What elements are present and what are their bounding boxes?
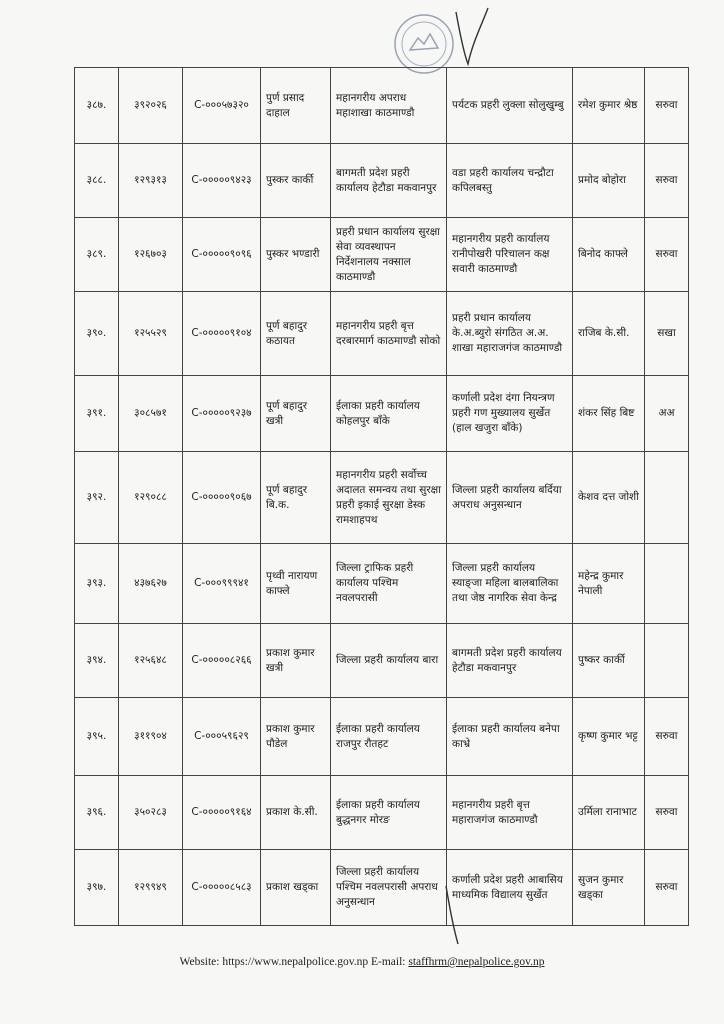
cell-status — [645, 624, 689, 698]
cell-employee-id: १२९३१३ — [119, 144, 183, 218]
table-row — [75, 68, 689, 144]
table-row — [75, 776, 689, 850]
cell-to-office: बागमती प्रदेश प्रहरी कार्यालय हेटौडा मकवानपुर — [447, 624, 573, 698]
table-row — [75, 218, 689, 292]
cell-employee-id: १२९०८८ — [119, 452, 183, 544]
cell-employee-id: १२६७०३ — [119, 218, 183, 292]
cell-replacement: केशव दत्त जोशी — [573, 452, 645, 544]
cell-code: C-०००५७३२० — [183, 68, 261, 144]
cell-replacement: बिनोद काफ्ले — [573, 218, 645, 292]
cell-name: प्रकाश खड्का — [261, 850, 331, 926]
cell-to-office: कर्णाली प्रदेश प्रहरी आबासिय माध्यमिक विद्यालय सुर्खेत — [447, 850, 573, 926]
table-row — [75, 144, 689, 218]
table-row — [75, 544, 689, 624]
cell-replacement: महेन्द्र कुमार नेपाली — [573, 544, 645, 624]
cell-to-office: महानगरीय प्रहरी बृत्त महाराजगंज काठमाण्डौ — [447, 776, 573, 850]
cell-status: सरुवा — [645, 698, 689, 776]
cell-to-office: प्रहरी प्रधान कार्यालय के.अ.ब्युरो संगठित अ.अ. शाखा महाराजगंज काठमाण्डौ — [447, 292, 573, 376]
cell-to-office: जिल्ला प्रहरी कार्यालय बर्दिया अपराध अनुसन्धान — [447, 452, 573, 544]
cell-name: पृथ्वी नारायण काफ्ले — [261, 544, 331, 624]
cell-code: C-०००९९९४१ — [183, 544, 261, 624]
cell-from-office: महानगरीय प्रहरी बृत्त दरबारमार्ग काठमाण्डौ सोको — [331, 292, 447, 376]
table-row — [75, 850, 689, 926]
cell-replacement: पुष्कर कार्की — [573, 624, 645, 698]
signature-mark-icon — [440, 880, 470, 950]
cell-from-office: जिल्ला ट्राफिक प्रहरी कार्यालय पश्चिम नवलपरासी — [331, 544, 447, 624]
table-row — [75, 292, 689, 376]
cell-to-office: पर्यटक प्रहरी लुक्ला सोलुखुम्बु — [447, 68, 573, 144]
cell-employee-id: ४३७६२७ — [119, 544, 183, 624]
cell-status: सरुवा — [645, 776, 689, 850]
cell-code: C-०००००८५८३ — [183, 850, 261, 926]
cell-code: C-०००००९१६४ — [183, 776, 261, 850]
cell-employee-id: ३०८५७१ — [119, 376, 183, 452]
cell-replacement: उर्मिला रानाभाट — [573, 776, 645, 850]
cell-status: अअ — [645, 376, 689, 452]
footer-website: Website: https://www.nepalpolice.gov.np E-mail: — [179, 956, 409, 968]
cell-to-office: महानगरीय प्रहरी कार्यालय रानीपोखरी परिचालन कक्ष सवारी काठमाण्डौ — [447, 218, 573, 292]
cell-from-office: ईलाका प्रहरी कार्यालय कोहलपुर बाँके — [331, 376, 447, 452]
cell-serial: ३९६. — [75, 776, 119, 850]
cell-name: पुर्ण प्रसाद दाहाल — [261, 68, 331, 144]
cell-employee-id: १२५५२९ — [119, 292, 183, 376]
cell-status — [645, 544, 689, 624]
cell-serial: ३९०. — [75, 292, 119, 376]
table-row — [75, 376, 689, 452]
cell-name: पूर्ण बहादुर खत्री — [261, 376, 331, 452]
cell-to-office: कर्णाली प्रदेश दंगा नियन्त्रण प्रहरी गण मुख्यालय सुर्खेत (हाल खजुरा बाँके) — [447, 376, 573, 452]
cell-serial: ३८८. — [75, 144, 119, 218]
page-footer — [0, 956, 724, 968]
cell-name: प्रकाश कुमार पौडेल — [261, 698, 331, 776]
cell-code: C-०००५९६२९ — [183, 698, 261, 776]
cell-from-office: जिल्ला प्रहरी कार्यालय पश्चिम नवलपरासी अपराध अनुसन्धान — [331, 850, 447, 926]
cell-name: पूर्ण बहादुर बि.क. — [261, 452, 331, 544]
cell-employee-id: ३११९०४ — [119, 698, 183, 776]
cell-to-office: ईलाका प्रहरी कार्यालय बनेपा काभ्रे — [447, 698, 573, 776]
cell-employee-id: ३९२०२६ — [119, 68, 183, 144]
cell-replacement: राजिब के.सी. — [573, 292, 645, 376]
cell-status: सरुवा — [645, 850, 689, 926]
cell-from-office: ईलाका प्रहरी कार्यालय बुद्धनगर मोरङ — [331, 776, 447, 850]
cell-serial: ३९४. — [75, 624, 119, 698]
cell-serial: ३९३. — [75, 544, 119, 624]
table-row — [75, 624, 689, 698]
cell-status: सरुवा — [645, 68, 689, 144]
cell-name: पुस्कर कार्की — [261, 144, 331, 218]
cell-from-office: ईलाका प्रहरी कार्यालय राजपुर रौतहट — [331, 698, 447, 776]
cell-employee-id: ३५०२८३ — [119, 776, 183, 850]
cell-status — [645, 452, 689, 544]
cell-code: C-०००००९४२३ — [183, 144, 261, 218]
cell-from-office: महानगरीय अपराध महाशाखा काठमाण्डौ — [331, 68, 447, 144]
cell-name: प्रकाश के.सी. — [261, 776, 331, 850]
cell-serial: ३९१. — [75, 376, 119, 452]
cell-serial: ३९२. — [75, 452, 119, 544]
cell-code: C-०००००९१०४ — [183, 292, 261, 376]
cell-name: प्रकाश कुमार खत्री — [261, 624, 331, 698]
cell-serial: ३९७. — [75, 850, 119, 926]
cell-status: सरुवा — [645, 218, 689, 292]
cell-from-office: जिल्ला प्रहरी कार्यालय बारा — [331, 624, 447, 698]
cell-to-office: जिल्ला प्रहरी कार्यालय स्याङ्जा महिला बालबालिका तथा जेष्ठ नागरिक सेवा केन्द्र — [447, 544, 573, 624]
roster-body — [75, 68, 689, 926]
cell-name: पुस्कर भण्डारी — [261, 218, 331, 292]
cell-replacement: शंकर सिंह बिष्ट — [573, 376, 645, 452]
cell-code: C-०००००९२३७ — [183, 376, 261, 452]
cell-code: C-०००००८२६६ — [183, 624, 261, 698]
cell-code: C-०००००९०६७ — [183, 452, 261, 544]
table-row — [75, 698, 689, 776]
cell-to-office: वडा प्रहरी कार्यालय चन्द्रौटा कपिलबस्तु — [447, 144, 573, 218]
transfer-roster-table — [74, 67, 689, 926]
signature-mark-icon — [452, 4, 492, 68]
cell-serial: ३९५. — [75, 698, 119, 776]
cell-employee-id: १२९९४९ — [119, 850, 183, 926]
cell-replacement: सुजन कुमार खड्का — [573, 850, 645, 926]
cell-from-office: महानगरीय प्रहरी सर्वोच्च अदालत समन्वय तथा सुरक्षा प्रहरी इकाई सुरक्षा डेस्क रामशाहपथ — [331, 452, 447, 544]
cell-replacement: रमेश कुमार श्रेष्ठ — [573, 68, 645, 144]
footer-email-link[interactable]: staffhrm@nepalpolice.gov.np — [408, 956, 545, 968]
cell-from-office: बागमती प्रदेश प्रहरी कार्यालय हेटौडा मकवानपुर — [331, 144, 447, 218]
cell-serial: ३८७. — [75, 68, 119, 144]
cell-name: पूर्ण बहादुर कठायत — [261, 292, 331, 376]
cell-employee-id: १२५६४८ — [119, 624, 183, 698]
cell-serial: ३८९. — [75, 218, 119, 292]
cell-status: सखा — [645, 292, 689, 376]
cell-from-office: प्रहरी प्रधान कार्यालय सुरक्षा सेवा व्यवस्थापन निर्देशनालय नक्साल काठमाण्डौ — [331, 218, 447, 292]
cell-code: C-०००००९०९६ — [183, 218, 261, 292]
cell-replacement: प्रमोद बोहोरा — [573, 144, 645, 218]
cell-status: सरुवा — [645, 144, 689, 218]
cell-replacement: कृष्ण कुमार भट्ट — [573, 698, 645, 776]
table-row — [75, 452, 689, 544]
